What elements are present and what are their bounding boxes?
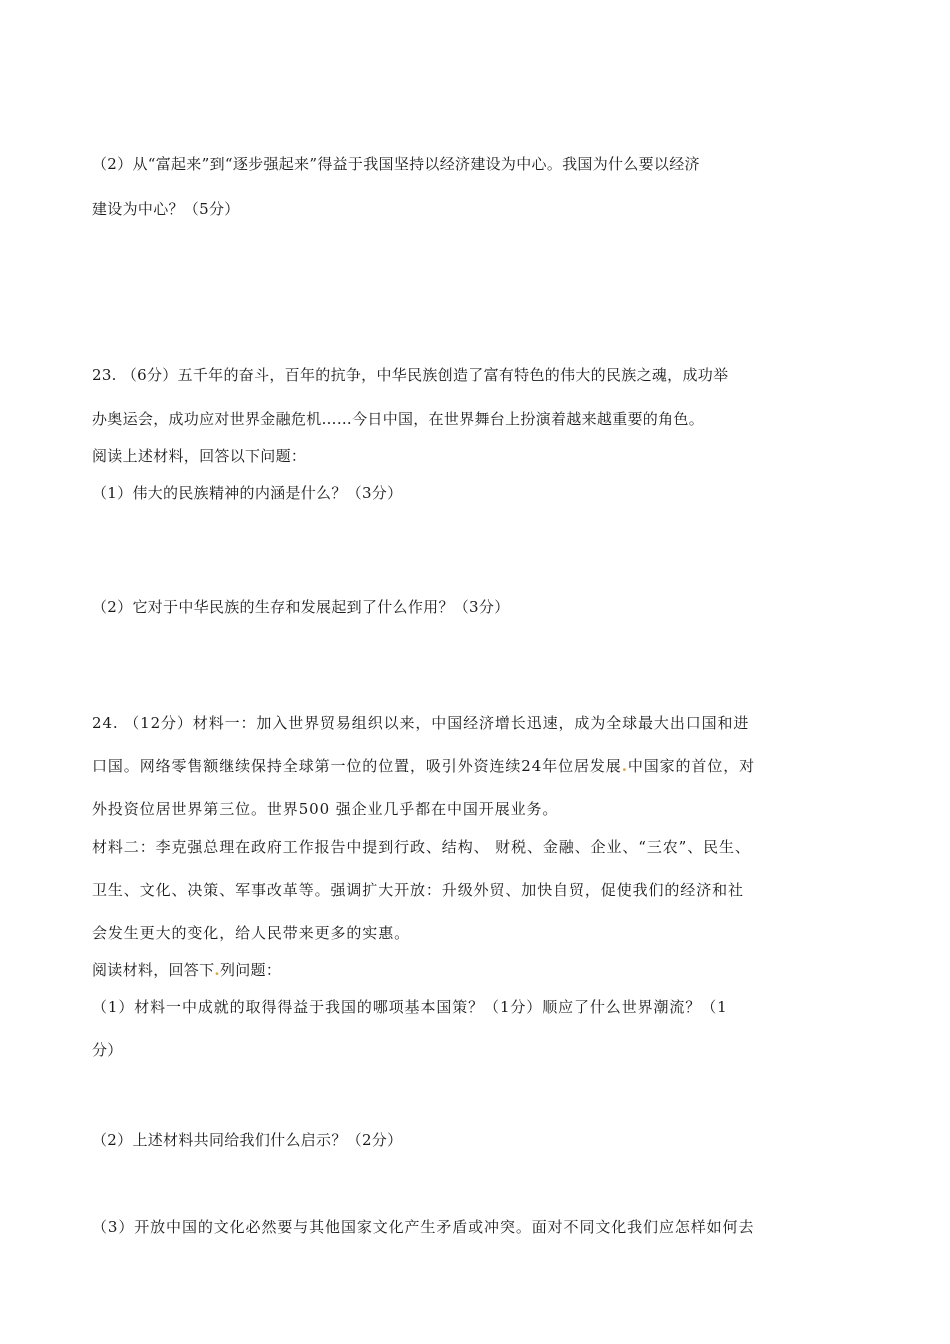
question-24-material-1-line-3: 外投资位居世界第三位。世界500 强企业几乎都在中国开展业务。 [92,800,559,818]
text-segment: 列问题： [219,961,282,979]
question-22-part-2-line-1: （2）从“富起来”到“逐步强起来”得益于我国坚持以经济建设为中心。我国为什么要以经济 [92,155,700,173]
question-24-part-2: （2）上述材料共同给我们什么启示？（2分） [92,1131,403,1149]
question-23-material-line-1: 23. （6分）五千年的奋斗，百年的抗争，中华民族创造了富有特色的伟大的民族之魂，成功举 [92,366,729,384]
question-23-material-line-2: 办奥运会，成功应对世界金融危机……今日中国，在世界舞台上扮演着越来越重要的角色。 [92,410,705,428]
question-24-material-2-line-3: 会发生更大的变化，给人民带来更多的实惠。 [92,924,411,942]
question-24-part-3: （3）开放中国的文化必然要与其他国家文化产生矛盾或冲突。面对不同文化我们应怎样如何去 [92,1218,755,1236]
question-23-instruction: 阅读上述材料，回答以下问题： [92,447,307,465]
question-24-material-2-line-1: 材料二：李克强总理在政府工作报告中提到行政、结构、 财税、金融、企业、“三农”、民生、 [92,838,751,856]
question-23-part-1: （1）伟大的民族精神的内涵是什么？（3分） [92,484,403,502]
question-22-part-2-line-2: 建设为中心？（5分） [92,200,240,218]
question-24-part-1-line-2: 分） [92,1041,123,1059]
question-24-instruction [92,960,281,980]
text-segment: 阅读材料，回答下 [92,961,215,979]
question-24-part-1-line-1: （1）材料一中成就的取得得益于我国的哪项基本国策？（1分）顺应了什么世界潮流？（1 [92,998,728,1016]
question-24-material-2-line-2: 卫生、文化、决策、军事改革等。强调扩大开放：升级外贸、加快自贸，促使我们的经济和社 [92,881,744,899]
question-24-material-1-line-1: 24. （12分）材料一：加入世界贸易组织以来，中国经济增长迅速，成为全球最大出口国和进 [92,714,750,732]
editor-mark-icon: . [214,961,220,979]
question-23-part-2: （2）它对于中华民族的生存和发展起到了什么作用？（3分） [92,598,510,616]
text-segment: 中国家的首位，对 [627,757,756,775]
text-segment: 口国。网络零售额继续保持全球第一位的位置，吸引外资连续24年位居发展 [92,757,622,775]
question-24-material-1-line-2 [92,756,755,776]
editor-mark-icon: . [621,757,628,775]
